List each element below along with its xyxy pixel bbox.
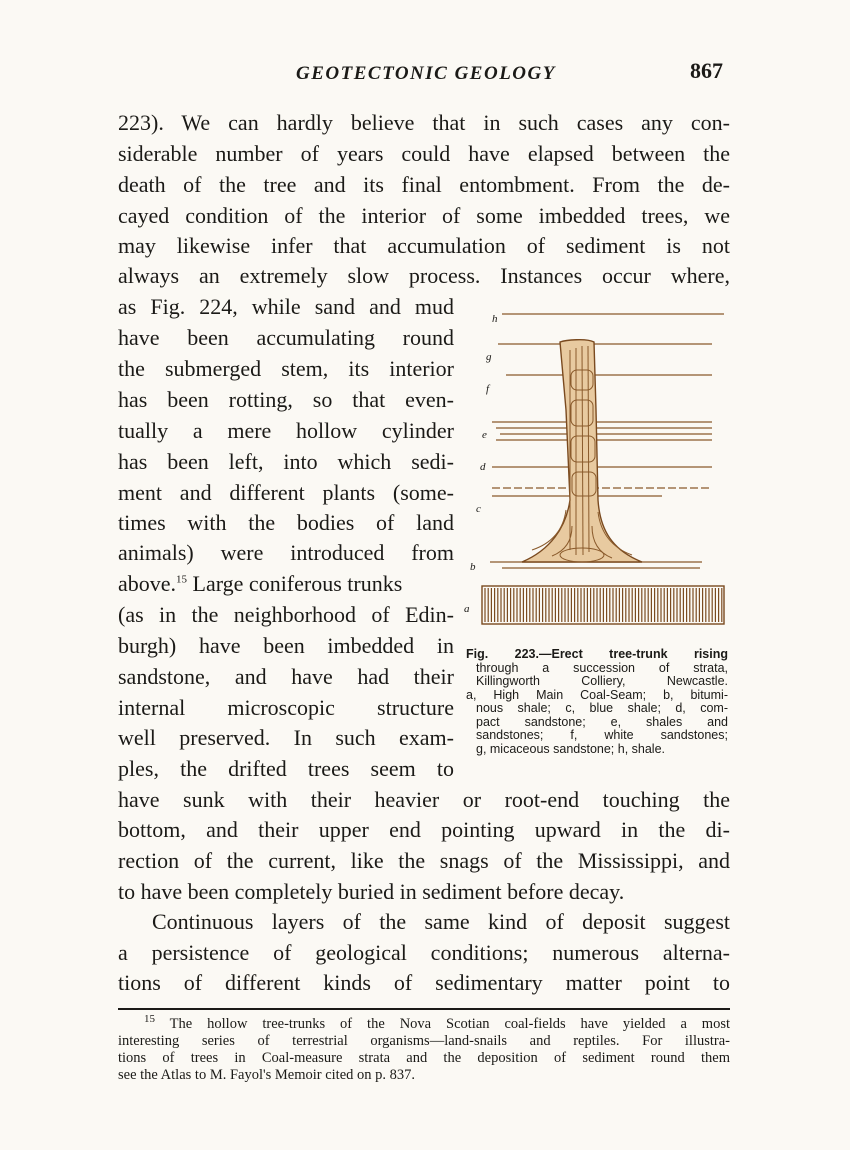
stratum-label-b: b [470, 561, 476, 573]
stratum-label-d: d [480, 461, 486, 473]
caption-line: g, micaceous sandstone; h, shale. [476, 741, 666, 756]
body-line: rection of the current, like the snags of the Mississippi, and [118, 848, 730, 873]
caption-line: sandstones; f, white sandstones; [476, 728, 728, 742]
caption-line: nous shale; c, blue shale; d, com- [476, 701, 728, 715]
body-line: internal microscopic structure [118, 695, 454, 720]
body-line: bottom, and their upper end pointing upward in the di- [118, 817, 730, 842]
body-line: as Fig. 224, while sand and mud [118, 294, 454, 319]
body-line: always an extremely slow process. Instances occur where, [118, 263, 730, 288]
body-line: sandstone, and have had their [118, 664, 454, 689]
body-line: to have been completely buried in sediment before decay. [118, 879, 625, 904]
running-head: GEOTECTONIC GEOLOGY [296, 63, 556, 84]
body-line: (as in the neighborhood of Edin- [118, 602, 454, 627]
footnote-line: interesting series of terrestrial organisms—land-snails and reptiles. For illustra- [118, 1033, 730, 1049]
body-line: animals) were introduced from [118, 540, 454, 565]
body-line: ples, the drifted trees seem to [118, 756, 454, 781]
stratum-label-c: c [476, 503, 481, 515]
footnote-line: see the Atlas to M. Fayol's Memoir cited on p. 837. [118, 1067, 416, 1083]
body-line: tions of different kinds of sedimentary matter point to [118, 970, 730, 995]
body-line: tually a mere hollow cylinder [118, 418, 454, 443]
body-line: 223). We can hardly believe that in such cases any con- [118, 110, 730, 135]
caption-line: pact sandstone; e, shales and [476, 714, 728, 729]
body-line: death of the tree and its final entombment. From the de- [118, 172, 730, 197]
body-line: have been accumulating round [118, 325, 454, 350]
footnote-line: tions of trees in Coal-measure strata and the deposition of sediment round them [118, 1050, 730, 1066]
stratum-label-h: h [492, 313, 498, 325]
body-line: Continuous layers of the same kind of deposit suggest [152, 909, 730, 934]
body-line: well preserved. In such exam- [118, 725, 454, 750]
body-line: cayed condition of the interior of some imbedded trees, we [118, 203, 730, 228]
body-text: above. [118, 571, 177, 596]
body-line: have sunk with their heavier or root-end touching the [118, 787, 730, 812]
stratum-label-a: a [464, 603, 470, 615]
stratum-label-e: e [482, 429, 487, 441]
footnote-ref: 15 [176, 573, 188, 586]
caption-line: Killingworth Colliery, Newcastle. [476, 674, 728, 688]
body-line [118, 569, 454, 599]
caption-line: Fig. 223.—Erect tree-trunk rising [466, 647, 728, 661]
figure-caption [466, 648, 728, 756]
body-line: has been left, into which sedi- [118, 449, 454, 474]
footnote-line [118, 1013, 730, 1033]
body-line: may likewise infer that accumulation of sediment is not [118, 233, 730, 258]
body-line: siderable number of years could have elapsed between the [118, 141, 730, 166]
caption-line: a, High Main Coal-Seam; b, bitumi- [466, 687, 728, 702]
footnote [118, 1013, 730, 1084]
body-line: ment and different plants (some- [118, 480, 454, 505]
stratum-label-g: g [486, 351, 492, 363]
footnote-divider [118, 1008, 730, 1010]
body-line: times with the bodies of land [118, 510, 454, 535]
tree-trunk-illustration [462, 300, 734, 652]
body-line: burgh) have been imbedded in [118, 633, 454, 658]
stratum-label-f: f [486, 383, 490, 395]
body-line: a persistence of geological conditions; numerous alterna- [118, 940, 730, 965]
body-line: the submerged stem, its interior [118, 356, 454, 381]
footnote-text: The hollow tree-trunks of the Nova Scotian coal-fields have yielded a most [169, 1016, 730, 1032]
body-text: Large coniferous trunks [192, 571, 403, 596]
footnote-marker: 15 [144, 1013, 155, 1026]
body-line: has been rotting, so that even- [118, 387, 454, 412]
page-number: 867 [690, 58, 723, 83]
tree-trunk-figure [462, 300, 734, 652]
caption-line: through a succession of strata, [476, 660, 728, 675]
